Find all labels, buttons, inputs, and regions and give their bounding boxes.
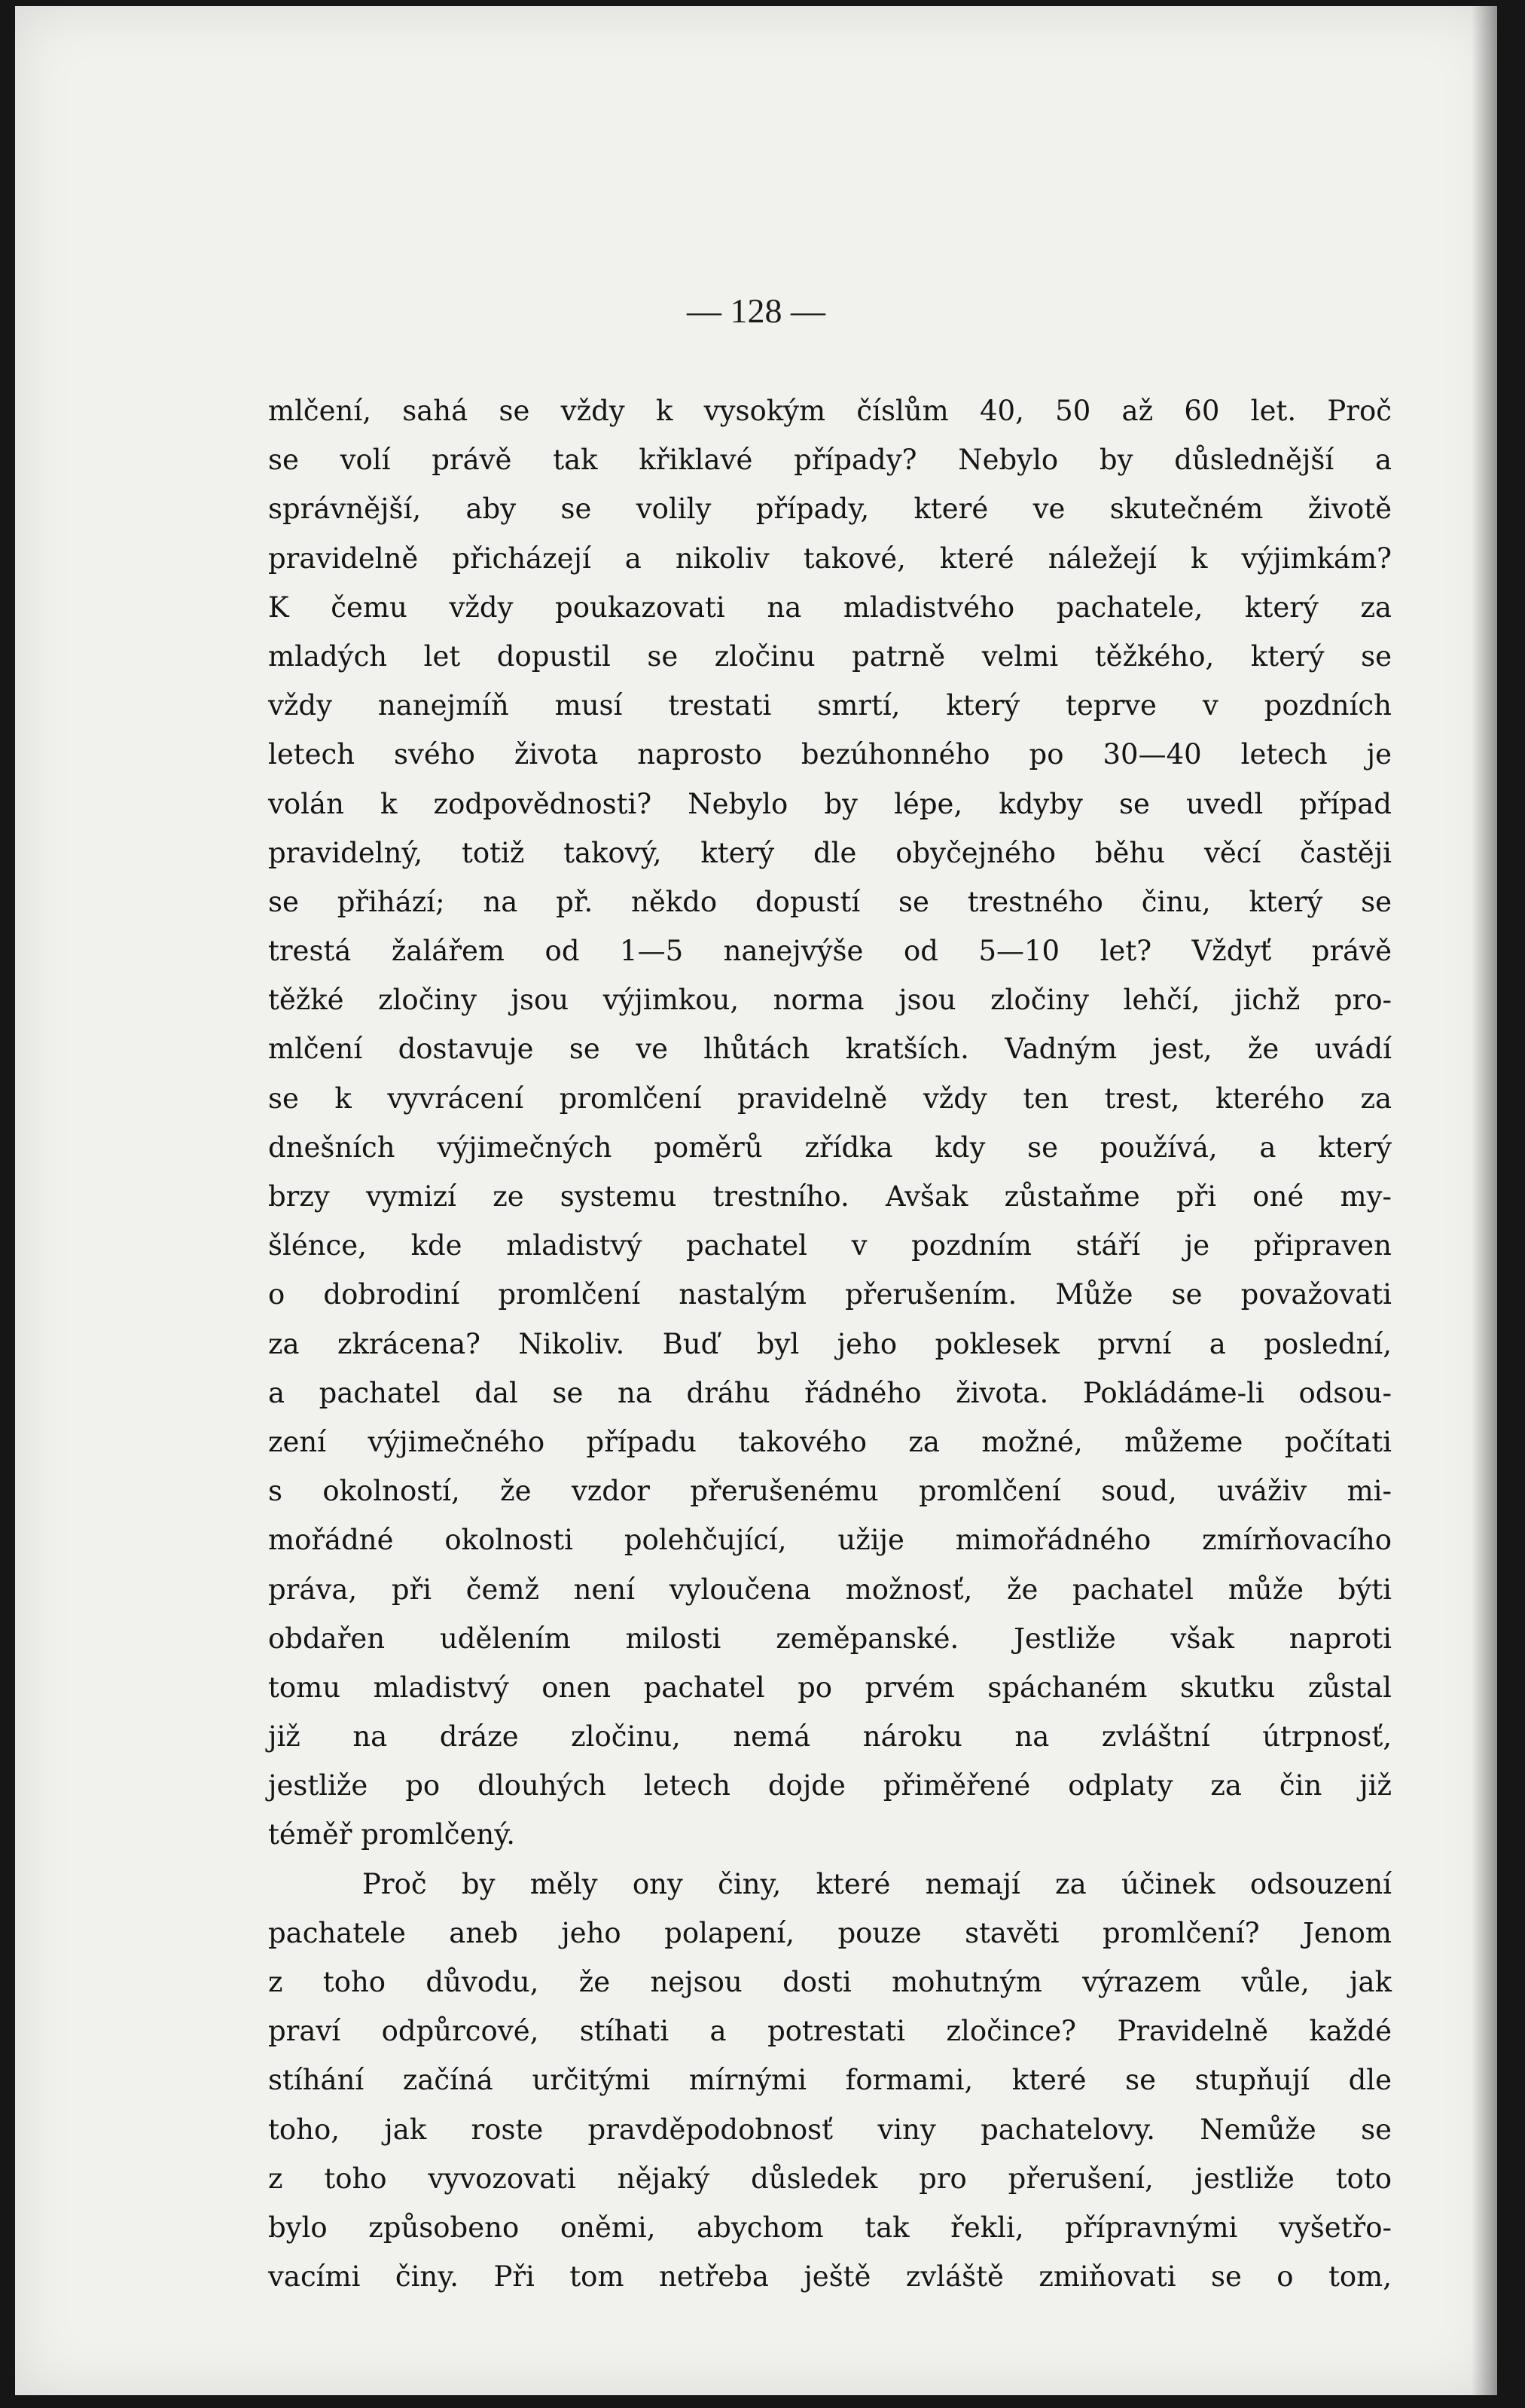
- text-line: mlčení, sahá se vždy k vysokým číslům 40, 50 až 60 let. Proč: [268, 395, 1392, 427]
- text-line: z toho důvodu, že nejsou dosti mohutným výrazem vůle, jak: [268, 1966, 1392, 1998]
- text-line: volán k zodpovědnosti? Nebylo by lépe, kdyby se uvedl případ: [268, 787, 1392, 820]
- text-line: vacími činy. Při tom netřeba ještě zvláště zmiňovati se o tom,: [268, 2260, 1392, 2294]
- text-line: o dobrodiní promlčení nastalým přerušením. Může se považovati: [268, 1278, 1392, 1311]
- text-line: zení výjimečného případu takového za možné, můžeme počítati: [268, 1425, 1392, 1458]
- text-line: mořádné okolnosti polehčující, užije mimořádného zmírňovacího: [268, 1524, 1392, 1557]
- page-number-header: — 128 —: [687, 291, 825, 330]
- text-line: K čemu vždy poukazovati na mladistvého pachatele, který za: [268, 591, 1392, 624]
- book-page: [15, 6, 1497, 2395]
- text-line: správnější, aby se volily případy, které ve skutečném životě: [268, 493, 1392, 526]
- text-line: se přihází; na př. někdo dopustí se trestného činu, který se: [268, 885, 1392, 918]
- text-line: stíhání začíná určitými mírnými formami, které se stupňují dle: [268, 2064, 1392, 2097]
- text-line: pravidelně přicházejí a nikoliv takové, které náležejí k výjimkám?: [268, 542, 1392, 575]
- text-line: trestá žalářem od 1—5 nanejvýše od 5—10 let? Vždyť právě: [268, 935, 1392, 968]
- text-line: mladých let dopustil se zločinu patrně velmi těžkého, který se: [268, 639, 1392, 673]
- text-line: pachatele aneb jeho polapení, pouze stavěti promlčení? Jenom: [268, 1916, 1392, 1949]
- text-line: bylo způsobeno oněmi, abychom tak řekli, přípravnými vyšetřo-: [268, 2211, 1392, 2244]
- text-line: šlénce, kde mladistvý pachatel v pozdním stáří je připraven: [268, 1229, 1392, 1262]
- text-line: dnešních výjimečných poměrů zřídka kdy se používá, a který: [268, 1131, 1392, 1164]
- page-edge-shadow: [1472, 6, 1497, 2395]
- text-line-paragraph-start: Proč by měly ony činy, které nemají za účinek odsouzení: [362, 1867, 1392, 1900]
- text-line: letech svého života naprosto bezúhonného po 30—40 letech je: [268, 738, 1392, 771]
- text-line: obdařen udělením milosti zeměpanské. Jestliže však naproti: [268, 1622, 1392, 1655]
- text-line: mlčení dostavuje se ve lhůtách kratších. Vadným jest, že uvádí: [268, 1033, 1392, 1066]
- text-line: se volí právě tak křiklavé případy? Nebylo by důslednější a: [268, 444, 1392, 477]
- text-line: brzy vymizí ze systemu trestního. Avšak zůstaňme při oné my-: [268, 1180, 1392, 1213]
- text-line: s okolností, že vzdor přerušenému promlčení soud, uváživ mi-: [268, 1475, 1392, 1508]
- body-text: [268, 386, 1392, 2301]
- text-line: práva, při čemž není vyloučena možnosť, že pachatel může býti: [268, 1573, 1392, 1606]
- text-line: jestliže po dlouhých letech dojde přiměřené odplaty za čin již: [268, 1769, 1392, 1802]
- text-line: vždy nanejmíň musí trestati smrtí, který teprve v pozdních: [268, 689, 1392, 722]
- text-line: praví odpůrcové, stíhati a potrestati zločince? Pravidelně každé: [268, 2015, 1392, 2048]
- text-line: se k vyvrácení promlčení pravidelně vždy ten trest, kterého za: [268, 1082, 1392, 1115]
- text-line: pravidelný, totiž takový, který dle obyčejného běhu věcí častěji: [268, 836, 1392, 869]
- text-line: a pachatel dal se na dráhu řádného života. Pokládáme-li odsou-: [268, 1376, 1392, 1409]
- text-line: již na dráze zločinu, nemá nároku na zvláštní útrpnosť,: [268, 1720, 1392, 1753]
- text-line-paragraph-end: téměř promlčený.: [268, 1818, 515, 1851]
- text-line: těžké zločiny jsou výjimkou, norma jsou zločiny lehčí, jichž pro-: [268, 984, 1392, 1017]
- text-line: tomu mladistvý onen pachatel po prvém spáchaném skutku zůstal: [268, 1671, 1392, 1704]
- text-line: z toho vyvozovati nějaký důsledek pro přerušení, jestliže toto: [268, 2162, 1392, 2195]
- text-line: za zkrácena? Nikoliv. Buď byl jeho poklesek první a poslední,: [268, 1327, 1392, 1360]
- text-line: toho, jak roste pravděpodobnosť viny pachatelovy. Nemůže se: [268, 2113, 1392, 2146]
